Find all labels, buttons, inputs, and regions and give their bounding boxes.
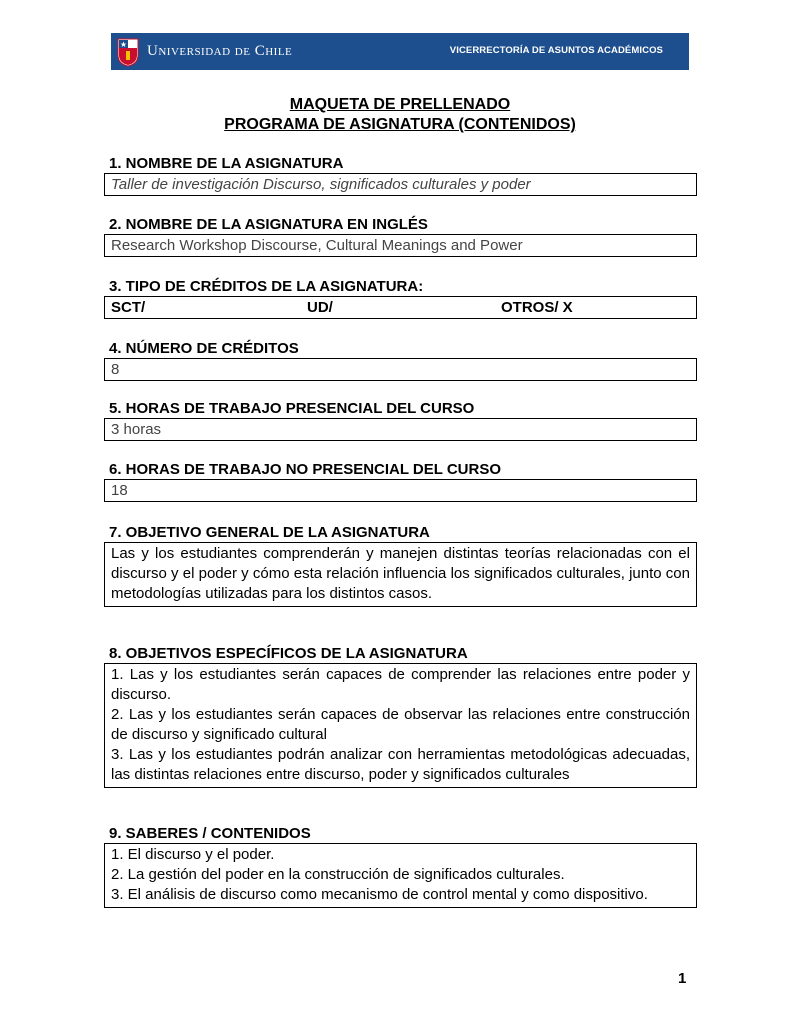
- page-number: 1: [678, 970, 687, 987]
- list-item: 3. El análisis de discurso como mecanismo de control mental y como dispositivo.: [111, 886, 648, 903]
- vicerrectoria-label: VICERRECTORÍA DE ASUNTOS ACADÉMICOS: [449, 45, 663, 56]
- university-crest-icon: [117, 37, 139, 67]
- section-title: 7. OBJETIVO GENERAL DE LA ASIGNATURA: [109, 524, 430, 541]
- university-name: Universidad de Chile: [147, 43, 293, 59]
- field-horas-no-presencial: 18: [104, 479, 697, 502]
- section-numero-creditos: [104, 340, 697, 381]
- field-saberes: [104, 843, 697, 908]
- section-title: 5. HORAS DE TRABAJO PRESENCIAL DEL CURSO: [109, 400, 475, 417]
- header-banner: [111, 33, 689, 70]
- list-item: 2. Las y los estudiantes serán capaces de observar las relaciones entre construcción de discurso y significado cultural: [111, 706, 690, 743]
- field-nombre: Taller de investigación Discurso, significados culturales y poder: [104, 173, 697, 196]
- section-nombre-ingles: [104, 216, 697, 257]
- title-line-1: MAQUETA DE PRELLENADO: [289, 96, 511, 113]
- list-item: 3. Las y los estudiantes podrán analizar con herramientas metodológicas adecuadas, las distintas relaciones entre discurso, poder y significados culturales: [111, 746, 690, 783]
- section-title: 4. NÚMERO DE CRÉDITOS: [109, 340, 299, 357]
- section-title: 9. SABERES / CONTENIDOS: [109, 825, 311, 842]
- section-title: 2. NOMBRE DE LA ASIGNATURA EN INGLÉS: [109, 216, 428, 233]
- section-horas-no-presencial: [104, 461, 697, 502]
- section-nombre: [104, 155, 697, 196]
- field-objetivos-especificos: [104, 663, 697, 788]
- section-objetivos-especificos: [104, 645, 697, 788]
- title-line-2: PROGRAMA DE ASIGNATURA (CONTENIDOS): [224, 116, 576, 133]
- credit-sct: SCT/: [111, 299, 146, 316]
- section-title: 1. NOMBRE DE LA ASIGNATURA: [109, 155, 344, 172]
- field-nombre-ingles: Research Workshop Discourse, Cultural Meanings and Power: [104, 234, 697, 257]
- section-title: 3. TIPO DE CRÉDITOS DE LA ASIGNATURA:: [109, 278, 424, 295]
- section-title: 6. HORAS DE TRABAJO NO PRESENCIAL DEL CURSO: [109, 461, 501, 478]
- section-title: 8. OBJETIVOS ESPECÍFICOS DE LA ASIGNATURA: [109, 645, 468, 662]
- field-numero-creditos: 8: [104, 358, 697, 381]
- field-tipo-creditos: [104, 296, 697, 319]
- credit-otros: OTROS/ X: [501, 299, 573, 316]
- field-horas-presencial: 3 horas: [104, 418, 697, 441]
- section-objetivo-general: [104, 524, 697, 607]
- section-saberes: [104, 825, 697, 908]
- field-objetivo-general: Las y los estudiantes comprenderán y manejen distintas teorías relacionadas con el discurso y el poder y cómo esta relación influencia los significados culturales, junto con metodologías utilizadas para los distintos casos.: [104, 542, 697, 607]
- list-item: 2. La gestión del poder en la construcción de significados culturales.: [111, 866, 565, 883]
- list-item: 1. Las y los estudiantes serán capaces de comprender las relaciones entre poder y discurso.: [111, 666, 690, 703]
- section-horas-presencial: [104, 400, 697, 441]
- credit-ud: UD/: [307, 299, 333, 316]
- document-title: [0, 95, 800, 135]
- list-item: 1. El discurso y el poder.: [111, 846, 275, 863]
- section-tipo-creditos: [104, 278, 697, 319]
